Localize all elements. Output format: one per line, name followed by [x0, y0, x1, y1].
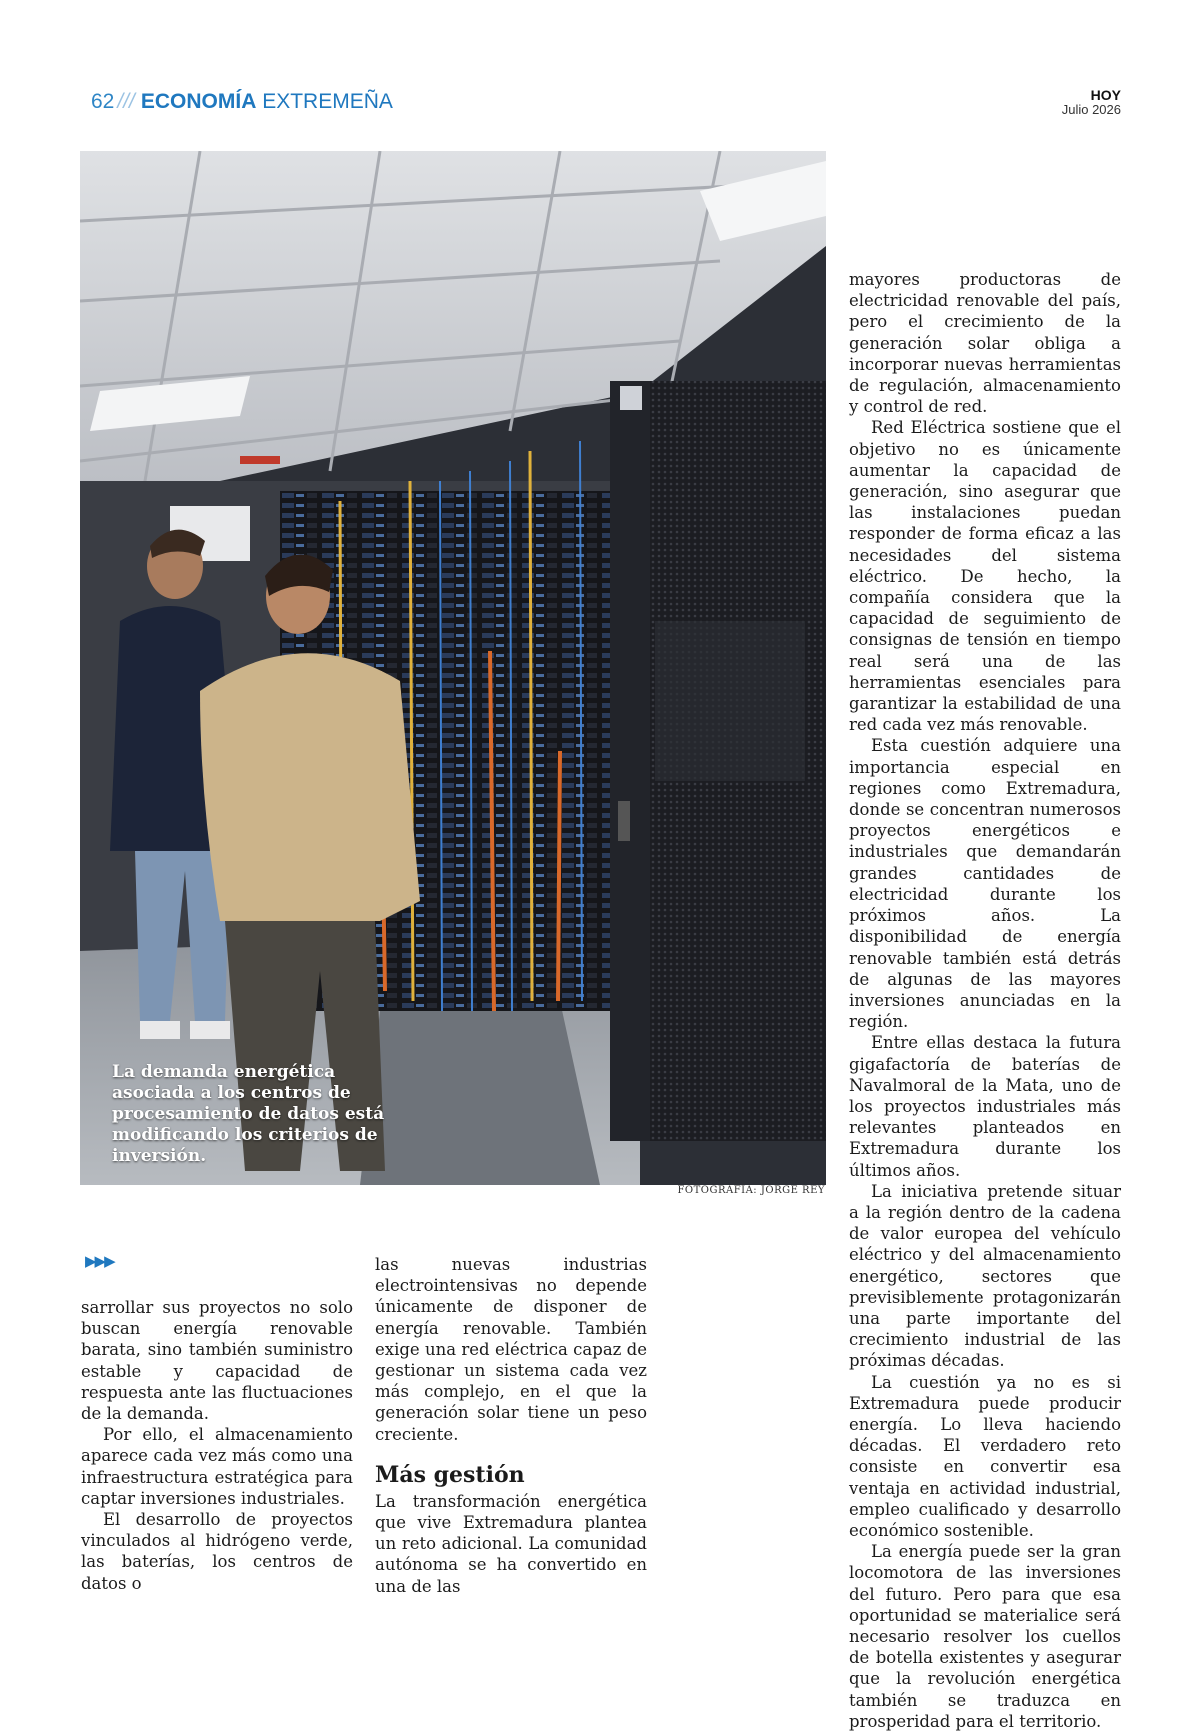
paragraph: sarrollar sus proyectos no solo buscan energía renovable barata, sino también suministro estable y capacidad de respuesta ante las fluctuaciones de la demanda.	[81, 1298, 353, 1424]
photo-credit: FOTOGRAFÍA: JORGE REY	[677, 1185, 825, 1196]
paragraph: La iniciativa pretende situar a la región dentro de la cadena de valor europea del vehículo eléctrico y del almacenamiento energético, sectores que previsiblemente protagonizarán una parte importante del crecimiento industrial de las próximas décadas.	[849, 1181, 1121, 1371]
page-number: 62	[91, 90, 115, 113]
data-center-illustration	[80, 151, 826, 1185]
paragraph: las nuevas industrias electrointensivas no depende únicamente de disponer de energía renovable. También exige una red eléctrica capaz de gestionar un sistema cada vez más complejo, en el que la generación solar tiene un peso creciente.	[375, 1255, 647, 1444]
data-center-photo	[80, 151, 826, 1185]
page-header-section	[91, 90, 393, 114]
issue-date: Julio 2026	[1061, 102, 1121, 117]
paragraph: Red Eléctrica sostiene que el objetivo no es únicamente aumentar la capacidad de generación, sino asegurar que las instalaciones puedan responder de forma eficaz a las necesidades del sistema eléctrico. De hecho, la compañía considera que la capacidad de seguimiento de consignas de tensión en tiempo real será una de las herramientas esenciales para garantizar la estabilidad de una red cada vez más renovable.	[849, 418, 1121, 735]
publication-masthead	[1062, 88, 1121, 118]
article-column-3	[849, 269, 1121, 1732]
article-column-1	[81, 1297, 353, 1594]
section-name-bold: ECONOMÍA	[140, 90, 257, 113]
section-name-light: EXTREMEÑA	[262, 90, 393, 113]
paragraph: La cuestión ya no es si Extremadura puede producir energía. Lo lleva haciendo décadas. El verdadero reto consiste en convertir esa ventaja en actividad industrial, empleo cualificado y desarrollo económico sostenible.	[849, 1372, 1121, 1540]
continuation-arrows-icon: ▶▶▶	[85, 1252, 114, 1270]
paragraph: La energía puede ser la gran locomotora de las inversiones del futuro. Pero para que esa oportunidad se materialice será necesario resolver los cuellos de botella existentes y asegurar que la revolución energética también se traduzca en prosperidad para el territorio.	[849, 1542, 1121, 1731]
paragraph: Entre ellas destaca la futura gigafactoría de baterías de Navalmoral de la Mata, uno de los proyectos industriales más relevantes planteados en Extremadura durante los últimos años.	[849, 1033, 1121, 1180]
paragraph: Por ello, el almacenamiento aparece cada vez más como una infraestructura estratégica para captar inversiones industriales.	[81, 1425, 353, 1508]
photo-caption: La demanda energética asociada a los centros de procesamiento de datos está modificando los criterios de inversión.	[112, 1062, 385, 1166]
header-divider: ///	[117, 90, 135, 113]
paragraph: El desarrollo de proyectos vinculados al hidrógeno verde, las baterías, los centros de datos o	[81, 1510, 353, 1593]
paragraph: mayores productoras de electricidad renovable del país, pero el crecimiento de la generación solar obliga a incorporar nuevas herramientas de regulación, almacenamiento y control de red.	[849, 270, 1121, 417]
paragraph: La transformación energética que vive Extremadura plantea un reto adicional. La comunidad autónoma se ha convertido en una de las	[375, 1491, 647, 1596]
publication-name: HOY	[1090, 87, 1121, 103]
article-column-2	[375, 1254, 647, 1597]
paragraph: Esta cuestión adquiere una importancia especial en regiones como Extremadura, donde se concentran numerosos proyectos energéticos e industriales que demandarán grandes cantidades de electricidad durante los próximos años. La disponibilidad de energía renovable también está detrás de algunas de las mayores inversiones anunciadas en la región.	[849, 736, 1121, 1032]
subheading: Más gestión	[375, 1461, 525, 1488]
